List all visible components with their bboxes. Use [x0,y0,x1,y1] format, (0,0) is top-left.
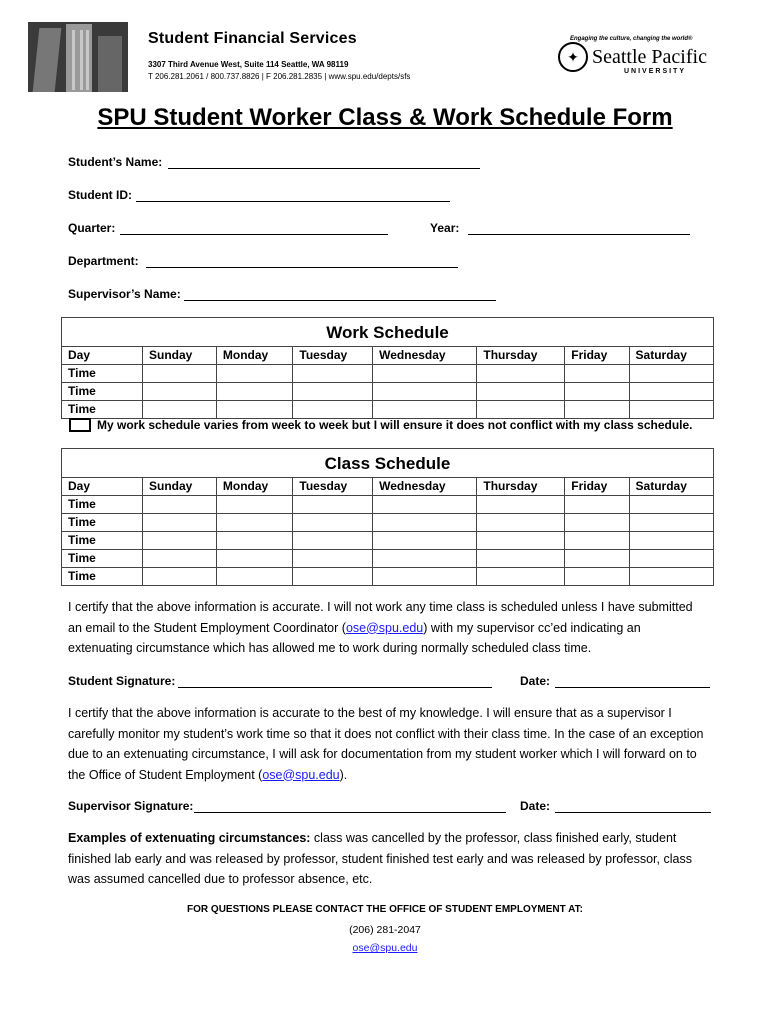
schedule-cell[interactable] [477,496,565,514]
header-cell: Tuesday [293,478,373,496]
table-row [62,550,714,568]
supervisor-signature-field[interactable] [194,812,506,813]
schedule-cell[interactable] [373,568,477,586]
header-cell: Day [62,347,143,365]
student-signature-label: Student Signature: [68,674,176,688]
student-name-field[interactable] [168,168,480,169]
schedule-cell[interactable] [293,401,373,419]
department-field[interactable] [146,267,458,268]
schedule-cell[interactable] [293,365,373,383]
org-name: Student Financial Services [148,30,357,47]
examples-text: class was cancelled by the professor, class finished early, student finished lab early and was released by professor, student finished test early and was released by professor, class was assumed cancelled due to professor absence, etc. [68,831,692,886]
year-field[interactable] [468,234,690,235]
time-label: Time [62,568,143,586]
supervisor-signature-label: Supervisor Signature: [68,799,194,813]
contact-phone: (206) 281-2047 [349,924,421,936]
schedule-cell[interactable] [216,514,293,532]
schedule-cell[interactable] [373,365,477,383]
supervisor-date-label: Date: [520,799,551,813]
schedule-cell[interactable] [373,401,477,419]
schedule-cell[interactable] [629,550,713,568]
student-certification [68,597,708,659]
time-label: Time [62,514,143,532]
time-label: Time [62,365,143,383]
header-cell: Thursday [477,347,565,365]
schedule-cell[interactable] [143,550,217,568]
schedule-cell[interactable] [477,568,565,586]
page-title: SPU Student Worker Class & Work Schedule Form [97,104,673,131]
schedule-cell[interactable] [565,568,629,586]
schedule-cell[interactable] [477,550,565,568]
schedule-cell[interactable] [216,550,293,568]
header-cell: Friday [565,478,629,496]
student-name-label: Student’s Name: [68,155,163,169]
table-header-row [62,347,714,365]
header-cell: Saturday [629,478,713,496]
schedule-cell[interactable] [216,383,293,401]
schedule-cell[interactable] [293,532,373,550]
schedule-cell[interactable] [629,496,713,514]
quarter-label: Quarter: [68,221,116,235]
header-cell: Monday [216,478,293,496]
varies-checkbox-label: My work schedule varies from week to week but I will ensure it does not conflict with my class schedule. [97,418,693,432]
contact-email-link[interactable]: ose@spu.edu [352,942,418,954]
class-schedule-table [61,448,714,586]
schedule-cell[interactable] [373,532,477,550]
schedule-cell[interactable] [565,383,629,401]
table-row [62,401,714,419]
schedule-cell[interactable] [293,514,373,532]
table-row [62,383,714,401]
schedule-cell[interactable] [565,532,629,550]
schedule-cell[interactable] [216,496,293,514]
supervisor-name-label: Supervisor’s Name: [68,287,181,301]
schedule-cell[interactable] [565,365,629,383]
schedule-cell[interactable] [143,514,217,532]
campus-photo [28,22,128,92]
schedule-cell[interactable] [293,383,373,401]
contact-heading: FOR QUESTIONS PLEASE CONTACT THE OFFICE OF STUDENT EMPLOYMENT AT: [187,904,583,915]
table-row [62,568,714,586]
table-row [62,532,714,550]
address-line-1: 3307 Third Avenue West, Suite 114 Seattle, WA 98119 [148,60,349,69]
schedule-cell[interactable] [216,568,293,586]
schedule-cell[interactable] [629,568,713,586]
class-schedule-caption: Class Schedule [62,449,714,478]
examples-label: Examples of extenuating circumstances: [68,831,311,845]
varies-checkbox[interactable] [69,418,91,432]
table-row [62,496,714,514]
tagline: Engaging the culture, changing the world® [570,36,693,42]
schedule-cell[interactable] [629,514,713,532]
department-label: Department: [68,254,139,268]
header-cell: Thursday [477,478,565,496]
schedule-cell[interactable] [629,365,713,383]
schedule-cell[interactable] [565,550,629,568]
schedule-cell[interactable] [216,401,293,419]
address-line-2: T 206.281.2061 / 800.737.8826 | F 206.281.2835 | www.spu.edu/depts/sfs [148,72,411,81]
supervisor-cert-text: I certify that the above information is accurate to the best of my knowledge. I will ensure that as a supervisor I carefully monitor my student’s work time so that it does not conflict with their class time. In the case of an exception due to an extenuating circumstance, I will ask for documentation from my student worker which I will forward on to the Office of Student Employment ( [68,706,704,782]
schedule-cell[interactable] [565,514,629,532]
university-seal-icon: ✦ [558,42,588,72]
schedule-cell[interactable] [216,365,293,383]
schedule-cell[interactable] [143,383,217,401]
schedule-cell[interactable] [565,401,629,419]
schedule-cell[interactable] [565,496,629,514]
schedule-cell[interactable] [477,532,565,550]
work-schedule-caption: Work Schedule [62,318,714,347]
ose-email-link[interactable]: ose@spu.edu [345,620,424,635]
schedule-cell[interactable] [143,401,217,419]
contact-email-wrap [0,942,770,954]
student-signature-field[interactable] [178,687,492,688]
header-cell: Wednesday [373,478,477,496]
supervisor-name-field[interactable] [184,300,496,301]
schedule-cell[interactable] [143,532,217,550]
logo-name: Seattle Pacific [592,46,707,68]
examples-paragraph [68,828,708,890]
schedule-cell[interactable] [143,568,217,586]
schedule-cell[interactable] [373,550,477,568]
schedule-cell[interactable] [373,383,477,401]
schedule-cell[interactable] [477,365,565,383]
table-header-row [62,478,714,496]
work-schedule-table [61,317,714,419]
time-label: Time [62,383,143,401]
time-label: Time [62,401,143,419]
student-id-field[interactable] [136,201,450,202]
schedule-cell[interactable] [293,568,373,586]
quarter-field[interactable] [120,234,388,235]
supervisor-date-field[interactable] [555,812,711,813]
header-cell: Monday [216,347,293,365]
header-cell: Tuesday [293,347,373,365]
time-label: Time [62,532,143,550]
schedule-cell[interactable] [477,383,565,401]
schedule-cell[interactable] [373,514,477,532]
table-row [62,514,714,532]
student-id-label: Student ID: [68,188,132,202]
header-cell: Day [62,478,143,496]
header-cell: Saturday [629,347,713,365]
student-cert-text: I certify that the above information is accurate. I will not work any time class is scheduled unless I have submitted an email to the Student Employment Coordinator ( [68,600,693,635]
time-label: Time [62,496,143,514]
header-cell: Wednesday [373,347,477,365]
schedule-cell[interactable] [477,514,565,532]
table-row [62,365,714,383]
header-cell: Sunday [143,347,217,365]
schedule-cell[interactable] [373,496,477,514]
header-cell: Sunday [143,478,217,496]
schedule-cell[interactable] [143,365,217,383]
supervisor-cert-text-end: ). [339,767,348,782]
schedule-cell[interactable] [629,401,713,419]
supervisor-certification [68,703,708,785]
student-cert-text-end: ) with my supervisor cc’ed indicating an extenuating circumstance which has allowed me to work during normally scheduled class time. [68,620,641,655]
student-date-label: Date: [520,674,551,688]
header-cell: Friday [565,347,629,365]
schedule-cell[interactable] [477,401,565,419]
schedule-cell[interactable] [629,532,713,550]
schedule-cell[interactable] [216,532,293,550]
year-label: Year: [430,221,460,235]
schedule-cell[interactable] [293,496,373,514]
time-label: Time [62,550,143,568]
schedule-cell[interactable] [629,383,713,401]
logo-subtitle: UNIVERSITY [624,68,687,75]
ose-email-link[interactable]: ose@spu.edu [262,767,340,782]
student-date-field[interactable] [555,687,710,688]
schedule-cell[interactable] [143,496,217,514]
schedule-cell[interactable] [293,550,373,568]
